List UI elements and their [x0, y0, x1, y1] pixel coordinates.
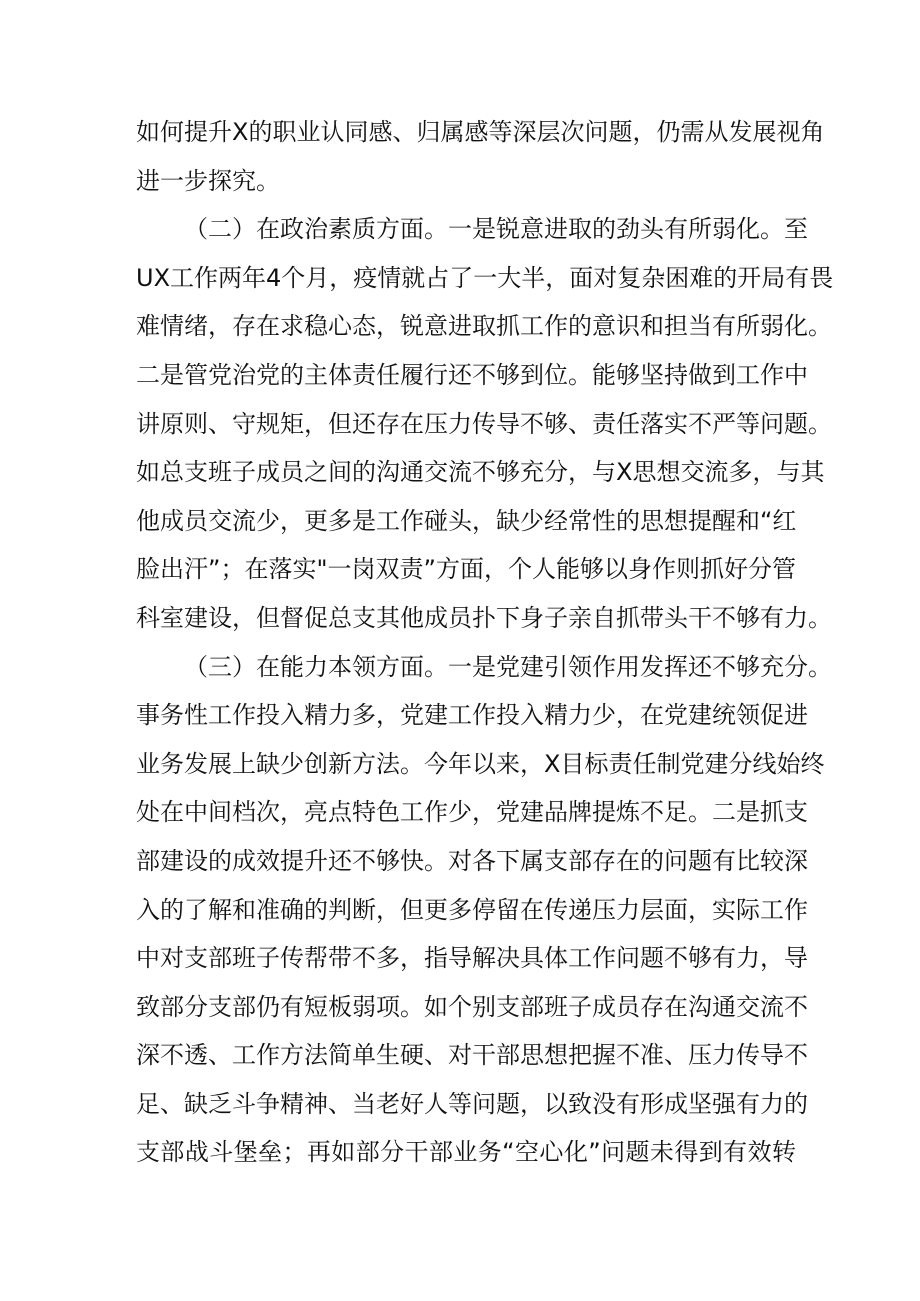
- text-line: 脸出汗”；在落实"一岗双责”方面，个人能够以身作则抓好分管: [136, 555, 796, 584]
- text-line: 讲原则、守规矩，但还存在压力传导不够、责任落实不严等问题。: [136, 409, 832, 438]
- text-line: 深不透、工作方法简单生硬、对干部思想把握不准、压力传导不: [136, 1041, 808, 1070]
- text-line: 部建设的成效提升还不够快。对各下属支部存在的问题有比较深: [136, 846, 808, 875]
- text-line: 难情绪，存在求稳心态，锐意进取抓工作的意识和担当有所弱化。: [136, 312, 832, 341]
- text-line: 入的了解和准确的判断，但更多停留在传递压力层面，实际工作: [136, 895, 808, 924]
- text-line: 业务发展上缺少创新方法。今年以来，X目标责任制党建分线始终: [136, 749, 825, 778]
- text-line: 致部分支部仍有短板弱项。如个别支部班子成员存在沟通交流不: [136, 992, 808, 1021]
- text-line: 他成员交流少，更多是工作碰头，缺少经常性的思想提醒和“红: [136, 506, 797, 535]
- text-line: 进一步探究。: [136, 166, 280, 195]
- text-line: 二是管党治党的主体责任履行还不够到位。能够坚持做到工作中: [136, 360, 808, 389]
- section-heading-line: （三）在能力本领方面。一是党建引领作用发挥还不够充分。: [184, 652, 832, 681]
- text-line: 处在中间档次，亮点特色工作少，党建品牌提炼不足。二是抓支: [136, 798, 808, 827]
- text-line: 如何提升X的职业认同感、归属感等深层次问题，仍需从发展视角: [136, 118, 825, 146]
- text-line: 支部战斗堡垒；再如部分干部业务“空心化”问题未得到有效转: [136, 1138, 796, 1167]
- text-line: UX工作两年4个月，疫情就占了一大半，面对复杂困难的开局有畏: [136, 263, 834, 292]
- text-line: 足、缺乏斗争精神、当老好人等问题，以致没有形成坚强有力的: [136, 1089, 808, 1118]
- text-line: 事务性工作投入精力多，党建工作投入精力少，在党建统领促进: [136, 701, 808, 730]
- text-line: 中对支部班子传帮带不多，指导解决具体工作问题不够有力，导: [136, 944, 808, 973]
- body-text: [136, 108, 834, 1177]
- text-line: 如总支班子成员之间的沟通交流不够充分，与X思想交流多，与其: [136, 458, 825, 487]
- text-line: 科室建设，但督促总支其他成员扑下身子亲自抓带头干不够有力。: [136, 603, 832, 632]
- section-heading-line: （二）在政治素质方面。一是锐意进取的劲头有所弱化。至: [184, 215, 808, 244]
